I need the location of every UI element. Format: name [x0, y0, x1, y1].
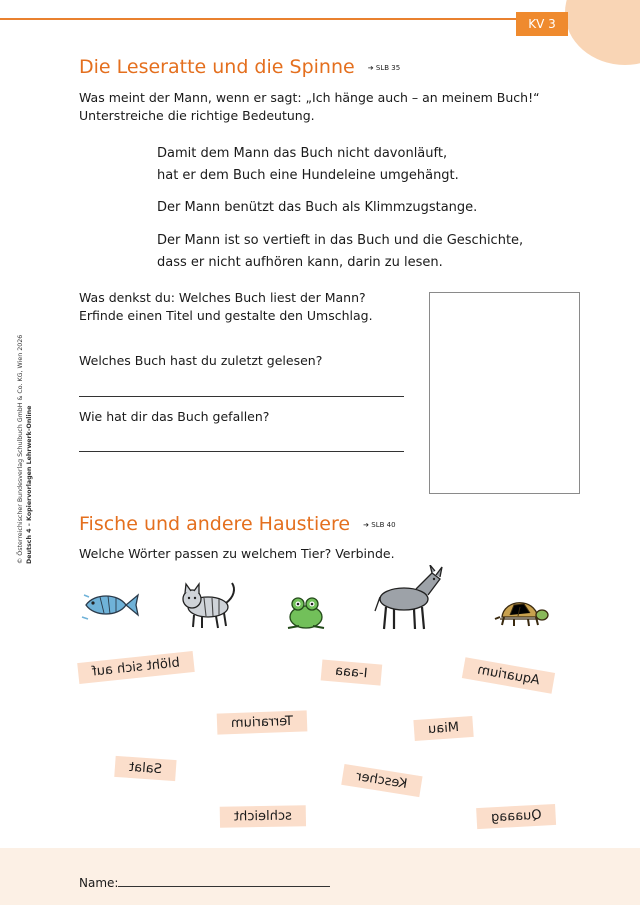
section2-ref: ➔ SLB 40	[363, 521, 396, 529]
word-card-blaeht[interactable]	[77, 651, 195, 684]
word-card-text: Miau	[413, 716, 473, 741]
section1-instruction	[79, 89, 540, 125]
word-card-text: Aquarium	[462, 657, 555, 693]
section2-title: Fische und andere Haustiere	[79, 513, 351, 535]
cover-drawing-box[interactable]	[429, 292, 580, 494]
frog-icon[interactable]	[285, 595, 327, 631]
word-card-text: Terrarium	[217, 710, 308, 734]
copyright-line: © Österreichischer Bundesverlag Schulbuch GmbH & Co. KG, Wien 2026	[17, 334, 24, 564]
section1-title: Die Leseratte und die Spinne	[79, 56, 355, 78]
worksheet-badge: KV 3	[516, 12, 568, 36]
word-card-text: Quaaag	[477, 804, 557, 829]
question-line: Erfinde einen Titel und gestalte den Umschlag.	[79, 308, 373, 323]
series-line: Deutsch 4 – Kopiervorlagen Lehrwerk-Online	[26, 405, 33, 564]
word-card-text: Salat	[114, 756, 176, 781]
option-3[interactable]	[157, 230, 523, 274]
word-card-text: Kescher	[341, 764, 423, 797]
word-card-schleicht[interactable]	[220, 805, 306, 827]
option-text: Der Mann benützt das Buch als Klimmzugstange.	[157, 200, 478, 215]
word-card-quaaag[interactable]	[477, 804, 557, 829]
instruction-line: Was meint der Mann, wenn er sagt: „Ich hänge auch – an meinem Buch!“	[79, 90, 540, 105]
section1-ref: ➔ SLB 35	[367, 64, 401, 72]
donkey-icon[interactable]	[374, 565, 450, 631]
book-question	[79, 289, 373, 325]
word-card-salat[interactable]	[114, 756, 176, 781]
option-text: dass er nicht aufhören kann, darin zu lesen.	[157, 255, 443, 270]
instruction-line: Unterstreiche die richtige Bedeutung.	[79, 108, 315, 123]
option-text: Der Mann ist so vertieft in das Buch und die Geschichte,	[157, 233, 524, 248]
name-label: Name:	[79, 876, 119, 890]
word-card-text: I-aaa	[320, 659, 382, 685]
turtle-icon[interactable]	[494, 595, 550, 629]
copyright-note	[16, 335, 34, 564]
word-card-text: blöht sich auf	[77, 651, 195, 684]
section2-instruction: Welche Wörter passen zu welchem Tier? Verbinde.	[79, 546, 395, 561]
header-rule	[0, 18, 560, 20]
answer-line-opinion[interactable]	[79, 451, 404, 452]
word-card-kescher[interactable]	[341, 764, 423, 797]
cat-icon[interactable]	[178, 579, 240, 631]
word-card-iaaa[interactable]	[320, 659, 382, 685]
question-opinion: Wie hat dir das Buch gefallen?	[79, 409, 270, 424]
option-1[interactable]	[157, 143, 459, 187]
section2-heading	[79, 513, 396, 535]
word-card-aquarium[interactable]	[462, 657, 555, 693]
word-card-text: schleicht	[220, 805, 306, 827]
name-field[interactable]	[118, 886, 330, 887]
option-text: Damit dem Mann das Buch nicht davonläuft,	[157, 146, 448, 161]
question-last-book: Welches Buch hast du zuletzt gelesen?	[79, 353, 323, 368]
corner-decoration	[565, 0, 640, 65]
word-card-miau[interactable]	[413, 716, 473, 741]
option-text: hat er dem Buch eine Hundeleine umgehängt.	[157, 168, 459, 183]
question-line: Was denkst du: Welches Buch liest der Mann?	[79, 290, 366, 305]
word-card-terrarium[interactable]	[217, 710, 308, 734]
section1-heading	[79, 56, 400, 78]
fish-icon[interactable]	[80, 587, 142, 623]
option-2[interactable]	[157, 197, 477, 219]
answer-line-last-book[interactable]	[79, 396, 404, 397]
